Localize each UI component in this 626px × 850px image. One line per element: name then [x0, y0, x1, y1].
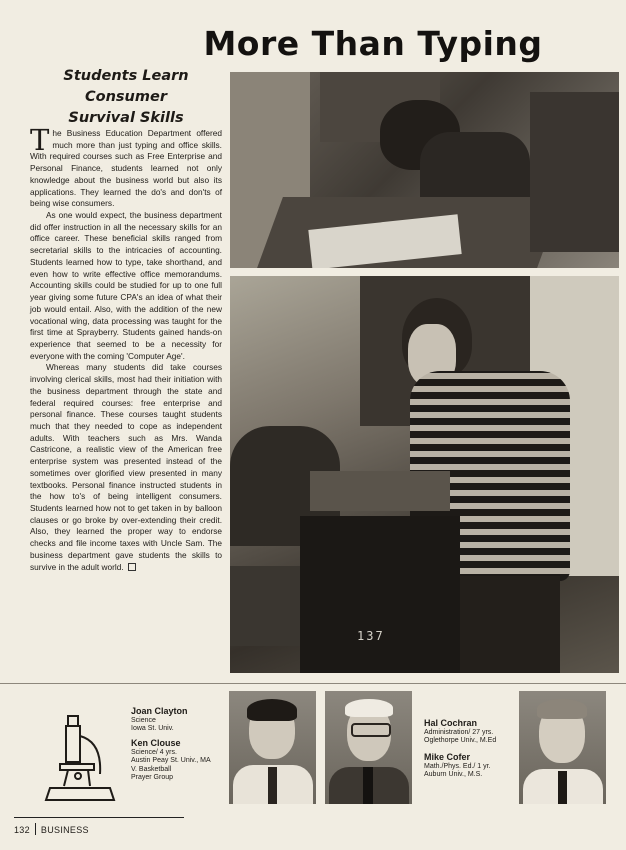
microscope-icon: [40, 712, 122, 808]
paragraph-3-text: Whereas many students did take courses involving clerical skills, most had their initiation with the business department through the state and federal required courses: free enterprise and personal finance. These courses taught students much that they needed to cope as independent adults. With teachers such as Mrs. Wanda Castricone, a realistic view of the American free enterprise system was presented instead of the sometimes over glorified view presented in many textbooks. Personal finance instructed students in the how to's of being intelligent consumers. Students learned how not to get taken in by balloon clauses or go broke by over-extending their credit. Also, they learned the proper way to endorse checks and file income taxes with Uncle Sam. The business department gave students the skills to survive in the adult world.: [30, 362, 222, 572]
portrait-glasses: [351, 723, 391, 737]
faculty-detail: Austin Peay St. Univ., MA: [131, 757, 211, 765]
page-footer: [14, 823, 89, 835]
faculty-entry-2: [131, 738, 211, 783]
portrait-hair: [537, 699, 587, 719]
faculty-detail: Science/ 4 yrs.: [131, 749, 177, 756]
portrait-tie: [268, 767, 277, 804]
faculty-name: Mike Cofer: [424, 752, 471, 762]
footer-separator: [35, 823, 36, 835]
end-mark-icon: [128, 563, 136, 571]
faculty-detail: Prayer Group: [131, 774, 174, 782]
faculty-entry-1: [131, 706, 188, 734]
subhead-line-2: Consumer: [85, 89, 167, 105]
portrait-hal-cochran: [325, 691, 412, 804]
page-title: More Than Typing: [203, 24, 543, 63]
portrait-mike-cofer: [519, 691, 606, 804]
photo2-left-typewriter: [230, 566, 300, 646]
page-number: 132: [14, 825, 30, 835]
photo2-desk: [300, 516, 460, 673]
footer-rule: [14, 817, 184, 818]
photo-teacher-classroom: [230, 276, 619, 673]
faculty-detail: Math./Phys. Ed./ 1 yr.: [424, 763, 491, 770]
article-subhead: [30, 66, 222, 129]
portrait-tie: [363, 767, 373, 804]
faculty-detail: Auburn Univ., M.S.: [424, 771, 483, 779]
portrait-hair: [345, 699, 393, 717]
article-body: [30, 123, 222, 573]
article-paragraph-3: [30, 362, 222, 573]
photo-desk-number: 137: [357, 629, 385, 643]
article-paragraph-1: [30, 123, 222, 210]
article-paragraph-2: As one would expect, the business department did offer instruction in all the necessary skills for an office career. These beneficial skills ranged from secretarial skills to the intricacies of accounting. Students learned how to type, take shorthand, and even how to write effective office memorandums. Accounting skills could be studied for up to one full year giving some future CPA's an idea of what their job would entail. Also, with the addition of the new vocational wing, data processing was taught for the first time at Sprayberry. Students gained hands-on experience that seemed to be a necessity for everyone with the coming 'Computer Age'.: [30, 210, 222, 361]
photo-student-writing: [230, 72, 619, 268]
faculty-detail: Administration/ 27 yrs.: [424, 729, 494, 736]
subhead-line-3: Survival Skills: [68, 110, 184, 126]
faculty-detail: Oglethorpe Univ., M.Ed: [424, 737, 497, 745]
drop-cap: T: [30, 123, 50, 157]
paragraph-1-text: he Business Education Department offered much more than just typing and office skills. With required courses such as Free Enterprise and Personal Finance, students learned not only knowledge about the business world but also its applications. They learned the do's and don'ts of being wise consumers.: [30, 128, 222, 209]
section-name: BUSINESS: [40, 825, 89, 835]
faculty-detail: Science: [131, 717, 156, 724]
photo1-right-desk: [530, 92, 619, 252]
faculty-detail: Iowa St. Univ.: [131, 725, 174, 733]
faculty-name: Hal Cochran: [424, 718, 478, 728]
portrait-ken-clouse: [229, 691, 316, 804]
portrait-hair: [247, 699, 297, 721]
faculty-name: Ken Clouse: [131, 738, 181, 748]
subhead-line-1: Students Learn: [63, 68, 189, 84]
faculty-entry-4: [424, 752, 491, 780]
portrait-tie: [558, 771, 567, 804]
photo2-typewriter: [310, 471, 450, 511]
faculty-name: Joan Clayton: [131, 706, 188, 716]
faculty-detail: V. Basketball: [131, 765, 172, 773]
section-divider: [0, 683, 626, 684]
faculty-entry-3: [424, 718, 496, 746]
